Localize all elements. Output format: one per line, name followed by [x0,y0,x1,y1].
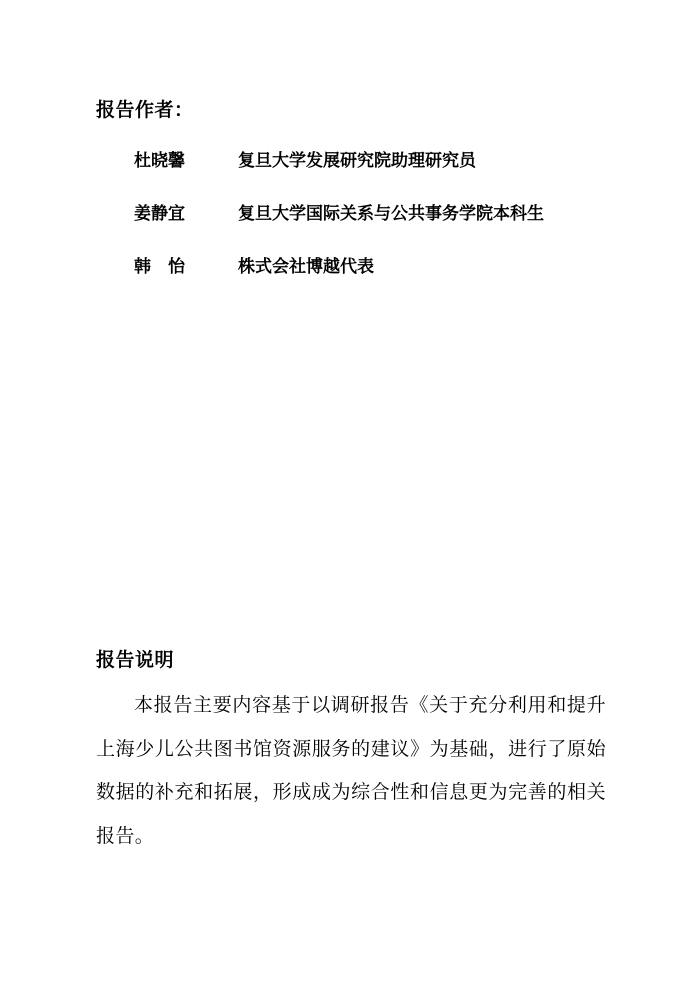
author-name: 杜晓馨 [134,151,185,171]
report-notes-body: 本报告主要内容基于以调研报告《关于充分利用和提升上海少儿公共图书馆资源服务的建议》为基础，进行了原始数据的补充和拓展，形成成为综合性和信息更为完善的相关报告。 [96,694,606,847]
author-affiliation: 复旦大学发展研究院助理研究员 [238,151,476,171]
authors-heading: 报告作者： [96,99,194,121]
author-affiliation: 复旦大学国际关系与公共事务学院本科生 [238,204,544,224]
author-name: 韩怡 [134,257,202,277]
author-affiliation: 株式会社博越代表 [238,257,374,277]
report-notes-heading: 报告说明 [96,649,175,671]
author-name: 姜静宜 [134,204,185,224]
